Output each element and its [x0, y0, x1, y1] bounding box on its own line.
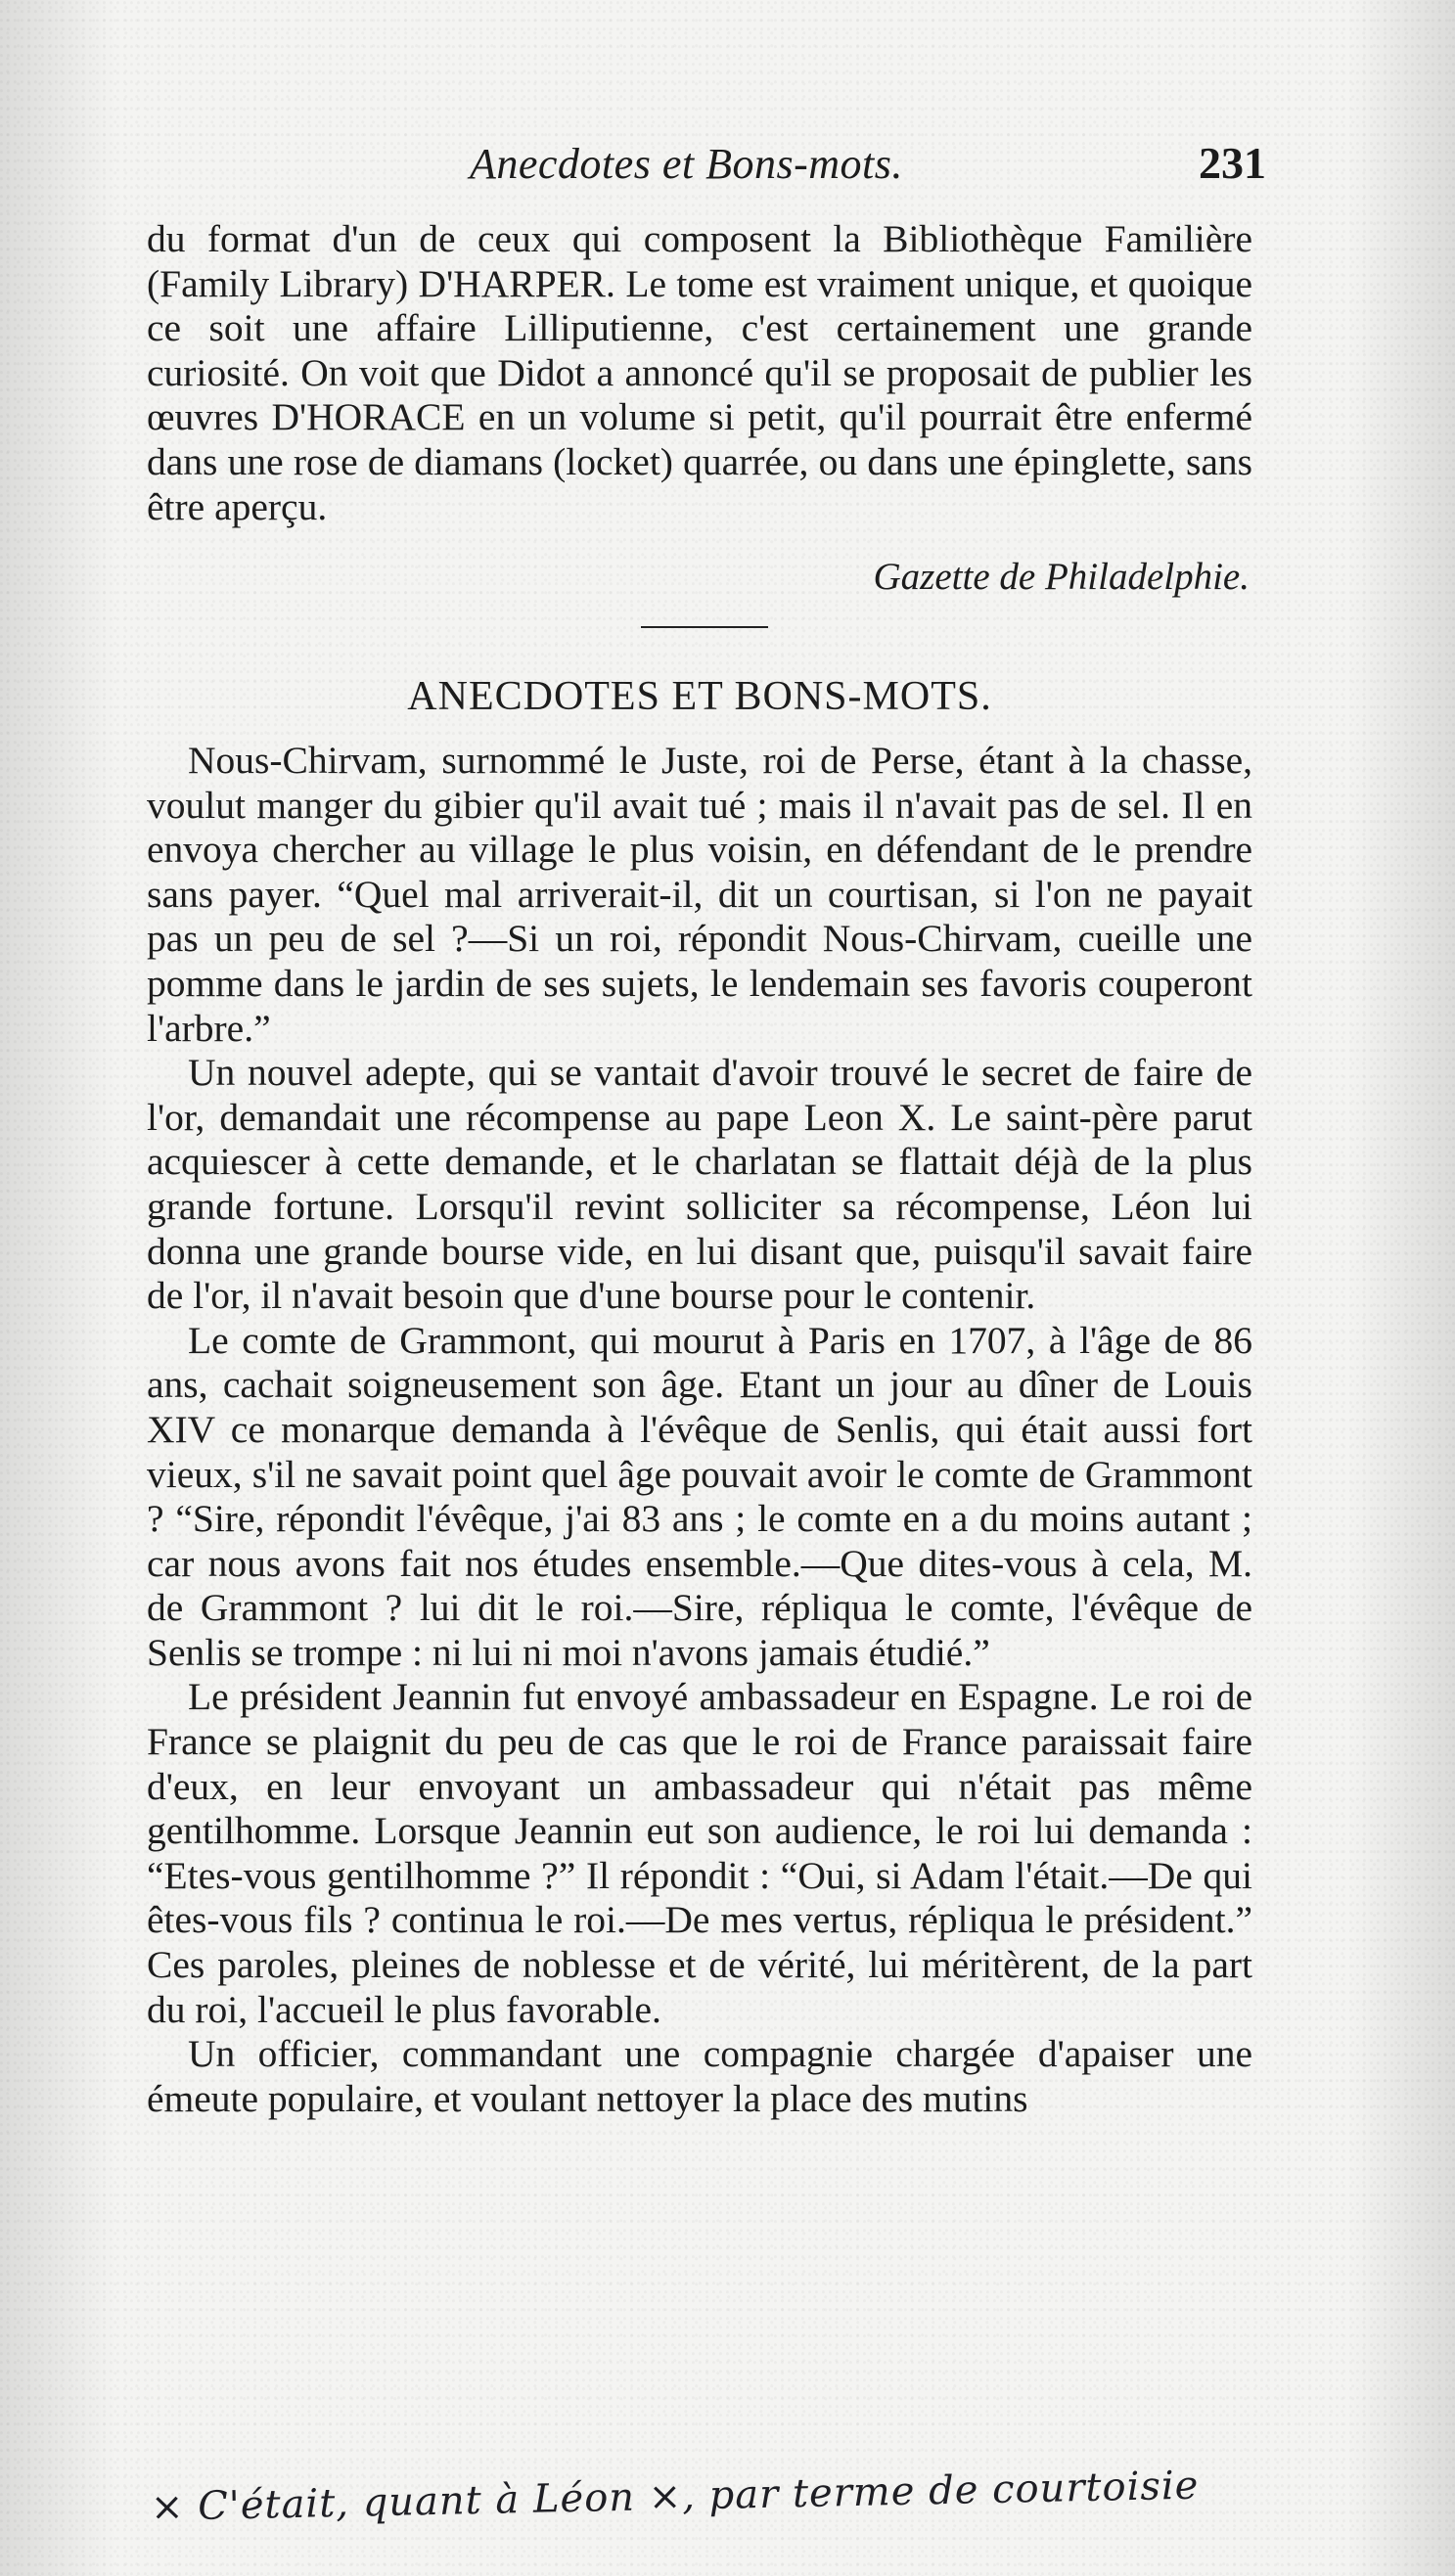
previous-article-text [147, 217, 1252, 529]
section-heading: ANECDOTES ET BONS-MOTS. [407, 674, 992, 719]
anecdote-paragraph: Le comte de Grammont, qui mourut à Paris en 1707, à l'âge de 86 ans, cachait soigneusement son âge. Etant un jour au dîner de Louis XIV ce monarque demanda à l'évêque de Senlis, qui était aussi fort vieux, s'il ne savait point quel âge pouvait avoir le comte de Grammont ? “Sire, répondit l'évêque, j'ai 83 ans ; le comte en a du moins autant ; car nous avons fait nos études ensemble.—Que dites-vous à cela, M. de Grammont ? lui dit le roi.—Sire, répliqua le comte, l'évêque de Senlis se trompe : ni lui ni moi n'avons jamais étudié.” [147, 1318, 1252, 1674]
anecdote-paragraph: Nous-Chirvam, surnommé le Juste, roi de Perse, étant à la chasse, voulut manger du gibier qu'il avait tué ; mais il n'avait pas de sel. Il en envoya chercher au village le plus voisin, en défendant de le prendre sans payer. “Quel mal arriverait-il, dit un courtisan, si l'on ne payait pas un peu de sel ?—Si un roi, répondit Nous-Chirvam, cueille une pomme dans le jardin de ses sujets, le lendemain ses favoris couperont l'arbre.” [147, 739, 1252, 1050]
running-title: Anecdotes et Bons-mots. [470, 140, 903, 188]
page-number: 231 [1199, 138, 1266, 188]
anecdote-paragraph: Le président Jeannin fut envoyé ambassadeur en Espagne. Le roi de France se plaignit du peu de cas que le roi de France paraissait faire d'eux, en leur envoyant un ambassadeur qui n'était pas même gentilhomme. Lorsque Jeannin eut son audience, le roi lui demanda : “Etes-vous gentilhomme ?” Il répondit : “Oui, si Adam l'était.—De qui êtes-vous fils ? continua le roi.—De mes vertus, répliqua le président.” Ces paroles, pleines de noblesse et de vérité, lui méritèrent, de la part du roi, l'accueil le plus favorable. [147, 1675, 1252, 2031]
anecdote-paragraph: Un nouvel adepte, qui se vantait d'avoir trouvé le secret de faire de l'or, demandait une récompense au pape Leon X. Le saint-père parut acquiescer à cette demande, et le charlatan se flattait déjà de la plus grande fortune. Lorsqu'il revint solliciter sa récompense, Léon lui donna une grande bourse vide, en lui disant que, puisqu'il savait faire de l'or, il n'avait besoin que d'une bourse pour le contenir. [147, 1051, 1252, 1318]
anecdotes-body [147, 739, 1252, 2121]
page-shadow-left [0, 0, 117, 2576]
handwritten-annotation [147, 2463, 1341, 2561]
page-shadow-right [1347, 0, 1455, 2576]
previous-article-paragraph: du format d'un de ceux qui composent la Bibliothèque Familière (Family Library) D'HARPER. Le tome est vraiment unique, et quoique ce soit une affaire Lilliputienne, c'est certainement une grande curiosité. On voit que Didot a annoncé qu'il se proposait de publier les œuvres D'HORACE en un volume si petit, qu'il pourrait être enfermé dans une rose de diamans (locket) quarrée, ou dans une épinglette, sans être aperçu. [147, 217, 1252, 528]
anecdote-paragraph: Un officier, commandant une compagnie chargée d'apaiser une émeute populaire, et voulant nettoyer la place des mutins [147, 2032, 1252, 2120]
article-source: Gazette de Philadelphie. [873, 556, 1250, 598]
section-divider [641, 626, 768, 628]
handwritten-note-text: × C'était, quant à Léon ×, par terme de courtoisie [150, 2463, 1200, 2530]
